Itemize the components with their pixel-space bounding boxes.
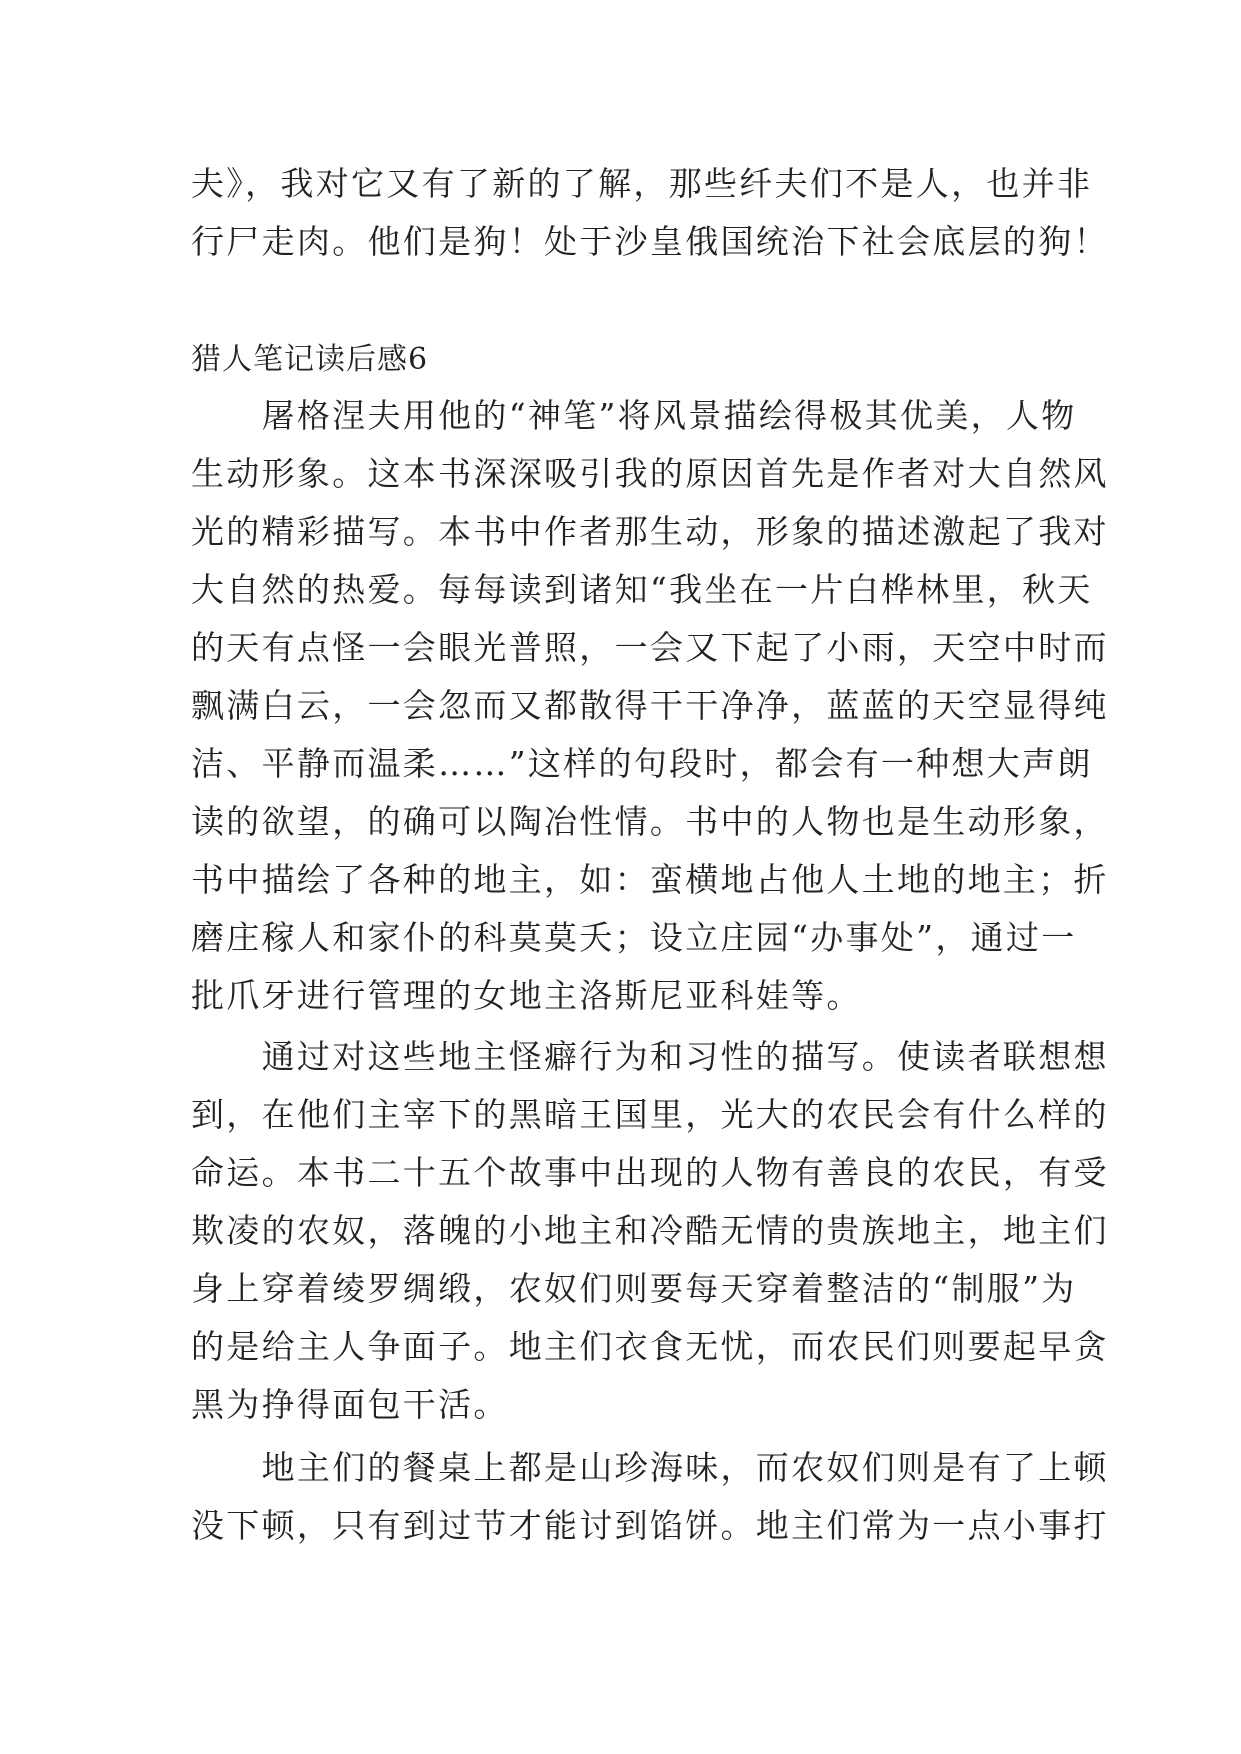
text-line: 身上穿着绫罗绸缎，农奴们则要每天穿着整洁的“制服”为 [191, 1269, 1077, 1308]
text-line: 通过对这些地主怪癖行为和习性的描写。使读者联想想 [191, 1037, 1109, 1076]
text-line: 洁、平静而温柔……”这样的句段时，都会有一种想大声朗 [191, 744, 1093, 783]
text-line: 生动形象。这本书深深吸引我的原因首先是作者对大自然风 [191, 454, 1109, 493]
text-line: 夫》，我对它又有了新的了解，那些纤夫们不是人，也并非 [191, 164, 1093, 203]
text-line: 光的精彩描写。本书中作者那生动，形象的描述激起了我对 [191, 512, 1109, 551]
text-line: 行尸走肉。他们是狗！处于沙皇俄国统治下社会底层的狗！ [191, 222, 1109, 261]
text-line: 飘满白云，一会忽而又都散得干干净净，蓝蓝的天空显得纯 [191, 686, 1109, 725]
text-line: 的天有点怪一会眼光普照，一会又下起了小雨，天空中时而 [191, 628, 1109, 667]
text-line: 黑为挣得面包干活。 [191, 1385, 509, 1424]
text-line: 批爪牙进行管理的女地主洛斯尼亚科娃等。 [191, 976, 862, 1015]
text-line: 书中描绘了各种的地主，如：蛮横地占他人土地的地主；折 [191, 860, 1109, 899]
text-line: 欺凌的农奴，落魄的小地主和冷酷无情的贵族地主，地主们 [191, 1211, 1109, 1250]
text-line: 的是给主人争面子。地主们衣食无忧，而农民们则要起早贪 [191, 1327, 1109, 1366]
text-line: 没下顿，只有到过节才能讨到馅饼。地主们常为一点小事打 [191, 1506, 1109, 1545]
section-title: 猎人笔记读后感6 [191, 342, 429, 377]
text-line: 读的欲望，的确可以陶冶性情。书中的人物也是生动形象， [191, 802, 1109, 841]
text-line: 磨庄稼人和家仆的科莫莫夭；设立庄园“办事处”，通过一 [191, 918, 1077, 957]
text-line: 到，在他们主宰下的黑暗王国里，光大的农民会有什么样的 [191, 1095, 1109, 1134]
text-line: 地主们的餐桌上都是山珍海味，而农奴们则是有了上顿 [191, 1448, 1109, 1487]
text-line: 命运。本书二十五个故事中出现的人物有善良的农民，有受 [191, 1153, 1109, 1192]
text-line: 屠格涅夫用他的“神笔”将风景描绘得极其优美，人物 [191, 396, 1077, 435]
text-line: 大自然的热爱。每每读到诸知“我坐在一片白桦林里，秋天 [191, 570, 1093, 609]
